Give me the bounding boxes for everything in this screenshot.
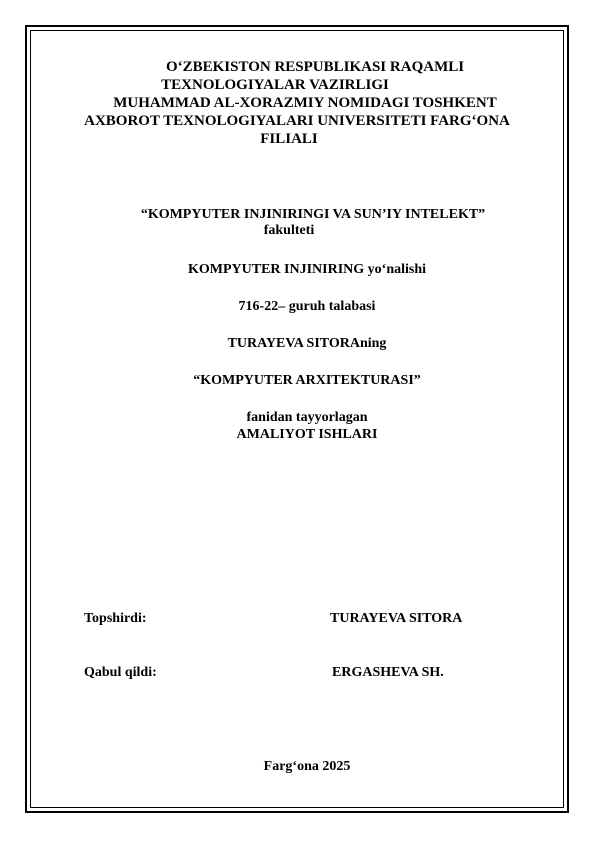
- university-line-4: AXBOROT TEXNOLOGIYALARI UNIVERSITETI FARG‘ONA: [84, 113, 510, 129]
- accepted-label: Qabul qildi:: [84, 665, 157, 680]
- group: 716-22– guruh talabasi: [238, 299, 376, 314]
- work-title: AMALIYOT ISHLARI: [236, 427, 378, 442]
- accepted-name: ERGASHEVA SH.: [332, 665, 444, 680]
- university-line-1: O‘ZBEKISTON RESPUBLIKASI RAQAMLI: [165, 59, 465, 75]
- university-line-2: TEXNOLOGIYALAR VAZIRLIGI: [161, 77, 389, 93]
- faculty-name: “KOMPYUTER INJINIRINGI VA SUN’IY INTELEKT”: [140, 207, 486, 222]
- direction: KOMPYUTER INJINIRING yo‘nalishi: [187, 262, 427, 277]
- footer-city-year: Farg‘ona 2025: [263, 759, 351, 774]
- student-name: TURAYEVA SITORAning: [227, 336, 387, 351]
- prepared-text: fanidan tayyorlagan: [246, 410, 368, 425]
- submitted-label: Topshirdi:: [84, 611, 147, 626]
- university-line-5: FILIALI: [260, 131, 318, 147]
- subject-title: “KOMPYUTER ARXITEKTURASI”: [193, 373, 421, 388]
- university-line-3: MUHAMMAD AL-XORAZMIY NOMIDAGI TOSHKENT: [113, 95, 497, 111]
- submitted-name: TURAYEVA SITORA: [330, 611, 463, 626]
- faculty-suffix: fakulteti: [263, 223, 315, 238]
